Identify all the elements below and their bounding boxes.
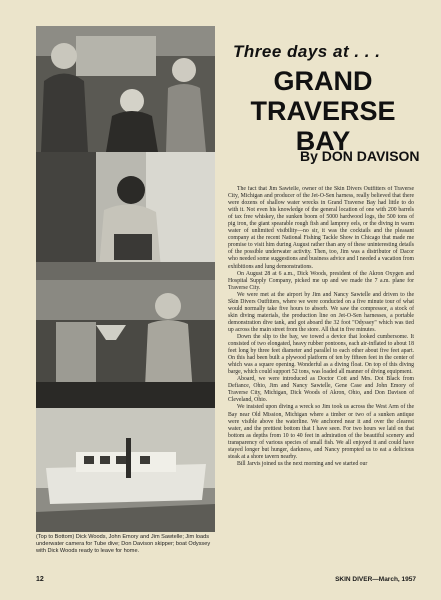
photo-caption: (Top to Bottom) Dick Woods, John Emory and Jim Sawtelle; Jim loads underwater camera for Tube dive; Don Davison skipper; boat Odyssey with Dick Woods ready to leave for home.	[36, 534, 211, 554]
photo-skipper-graphic	[36, 280, 215, 408]
article-paragraph: We were met at the airport by Jim and Nancy Sawtelle and driven to the Skin Divers Outfitters, where we were conducted on a five minute tour of what would normally take five hours to absorb. We saw the compressor, a stock of skin diving materials, the production line on Jet-O-Sen harnesses, a portable demonstration dive tank, and got aboard the 32 foot "Odyssey" which was tied up across the main street from the store. All that in five minutes.	[228, 291, 414, 333]
photo-boat-odyssey-graphic	[36, 408, 215, 532]
article-paragraph: We insisted upon diving a wreck so Jim took us across the West Arm of the Bay near Old Mission, Michigan where a timber or two of a sunken antique were visible above the waterline. We anchored near it and over the clearest water, and the prettiest bottom that I have seen. For two hours we laid on that bottom as depths from 10 to 40 feet in admiration of the beautiful scenery and transparency of various species of small fish. We all enjoyed it and could have stayed longer but hunger, darkness, and Nancy prompted us to eat a delicious steak at a shore tavern nearby.	[228, 404, 414, 460]
article-paragraph: Bill Jarvis joined us the next morning and we started our	[237, 460, 368, 467]
photo-boat-odyssey	[36, 408, 215, 532]
article-paragraph: The fact that Jim Sawtelle, owner of the Skin Divers Outfitters of Traverse City, Michigan and producer of the Jet-O-Sen harness, really believed that there were dozens of shallow water wrecks in Grand Traverse Bay had little to do with it. Not even his knowledge of the general location of one with 200 barrels of tax free whiskey, the sunken boom of 5000 hardwood logs, the 500 tons of pig iron, the giant spearable rough fish and lamprey eels, or the diving in warm water of unlimited visibility—no sir, it was the cocktails and the pleasant company at the recent National Fishing Tackle Show in Chicago that made me promise to visit him during August rather than any of these uninteresting details of the possible underwater activity. Then, too, Jim was a distributor of Dacor who needed some suggestions and business advice and I needed a vacation from exhibitions and lung demonstrations.	[228, 186, 414, 270]
photo-loading-camera	[36, 152, 215, 280]
article-byline: By DON DAVISON	[300, 148, 420, 164]
photo-skipper	[36, 280, 215, 408]
article-paragraph: On August 28 at 6 a.m., Dick Woods, president of the Akron Oxygen and Hospital Supply Company, picked me up and we made the 7 a.m. plane for Traverse City.	[228, 270, 414, 291]
photo-divers-aboard-graphic	[36, 26, 215, 152]
article-body	[228, 186, 414, 580]
page-number: 12	[36, 576, 44, 583]
article-paragraph: Down the slip to the bay, we towed a device that looked cumbersome. It consisted of two elongated, heavy rubber pontoons, each air-inflated to about 18 feet long by three feet diameter and parallel to each other about five feet apart. On this had been built a plywood platform of ten by fifteen feet in the center of which was a square opening. Wonderful as a diving float. On top of this diving barge, which could support 52 tons, was loaded all manner of diving equipment.	[228, 333, 414, 376]
running-footer: SKIN DIVER—March, 1957	[335, 576, 416, 583]
article-title: GRAND TRAVERSE BAY	[250, 66, 396, 156]
photo-divers-aboard	[36, 26, 215, 152]
photo-loading-camera-graphic	[36, 152, 215, 280]
article-paragraph: Aboard, we were introduced as Doctor Cott and Mrs. Dot Black from Defiance, Ohio, Jim and Nancy Sawtelle, Gene Case and John Emory of Traverse City, Michigan, Dick Woods of Akron, Ohio, and Don Davison of Cleveland, Ohio.	[228, 376, 414, 404]
article-kicker: Three days at . . .	[233, 42, 381, 61]
